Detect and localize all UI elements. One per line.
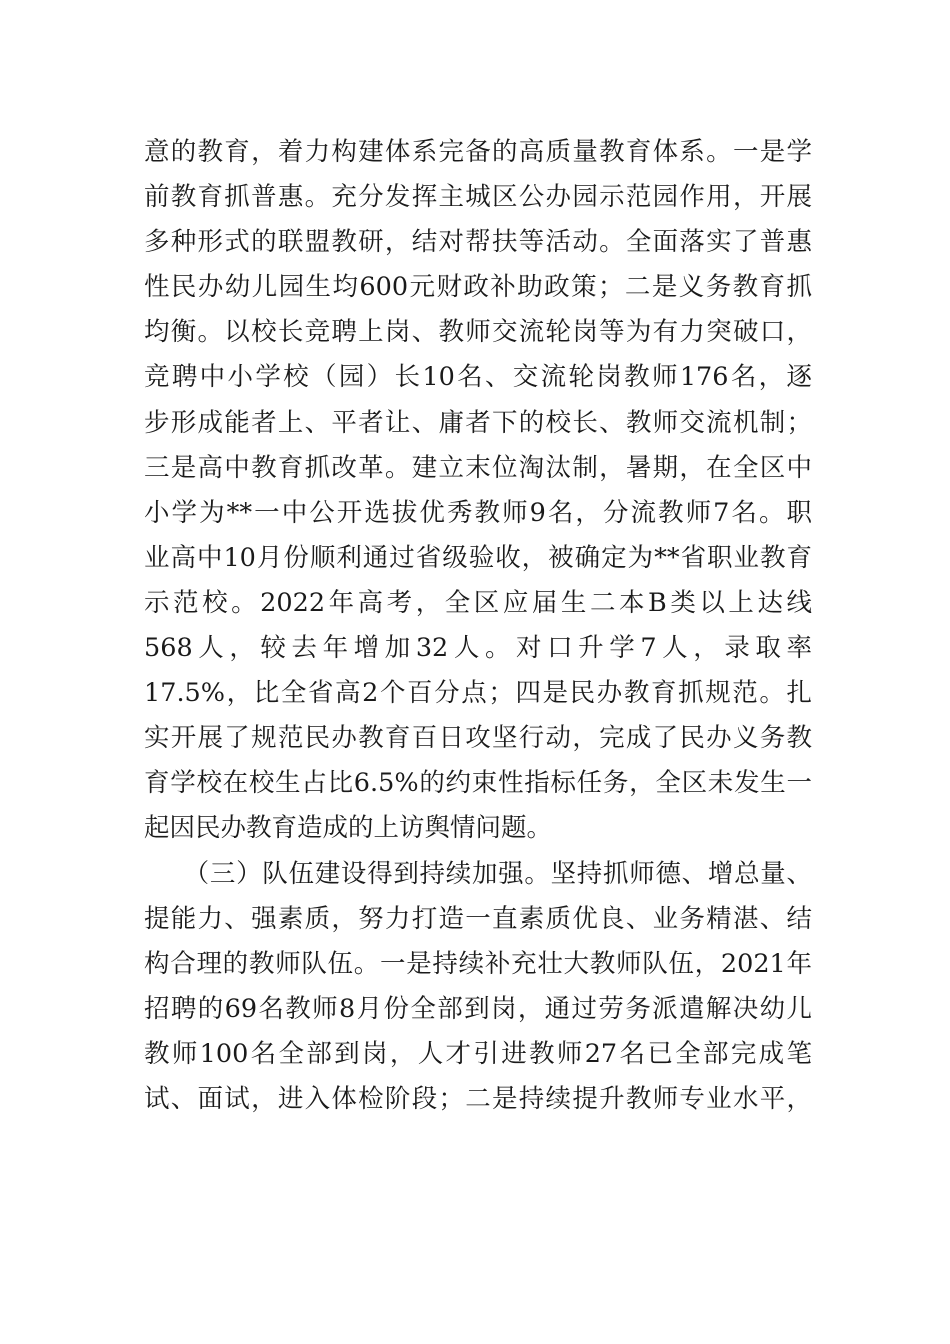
- text-line: 构合理的教师队伍。一是持续补充壮大教师队伍，2021年: [144, 948, 812, 979]
- text-line: 育学校在校生占比6.5%的约束性指标任务，全区未发生一: [144, 768, 812, 799]
- text-line: 实开展了规范民办教育百日攻坚行动，完成了民办义务教: [144, 723, 812, 754]
- text-line: 性民办幼儿园生均600元财政补助政策；二是义务教育抓: [144, 272, 812, 303]
- text-line: 三是高中教育抓改革。建立末位淘汰制，暑期，在全区中: [144, 452, 812, 483]
- text-line: 招聘的69名教师8月份全部到岗，通过劳务派遣解决幼儿: [144, 993, 812, 1024]
- body-text: [144, 130, 812, 1122]
- section-heading-line: （三）队伍建设得到持续加强。坚持抓师德、增总量、: [144, 858, 812, 889]
- text-line: 教师100名全部到岗，人才引进教师27名已全部完成笔: [144, 1038, 812, 1069]
- text-line: 多种形式的联盟教研，结对帮扶等活动。全面落实了普惠: [144, 227, 812, 258]
- text-line: 步形成能者上、平者让、庸者下的校长、教师交流机制；: [144, 407, 812, 438]
- text-line: 均衡。以校长竞聘上岗、教师交流轮岗等为有力突破口，: [144, 317, 812, 348]
- text-line: 提能力、强素质，努力打造一直素质优良、业务精湛、结: [144, 903, 812, 934]
- text-line: 17.5%，比全省高2个百分点；四是民办教育抓规范。扎: [144, 678, 812, 709]
- text-line: 意的教育，着力构建体系完备的高质量教育体系。一是学: [144, 137, 812, 167]
- text-line: 568人，较去年增加32人。对口升学7人，录取率: [144, 633, 812, 664]
- text-line: 示范校。2022年高考，全区应届生二本B类以上达线: [144, 587, 812, 618]
- text-line: 小学为**一中公开选拔优秀教师9名，分流教师7名。职: [144, 497, 812, 528]
- text-line: 业高中10月份顺利通过省级验收，被确定为**省职业教育: [144, 542, 812, 573]
- text-line: 试、面试，进入体检阶段；二是持续提升教师专业水平，: [144, 1083, 812, 1114]
- text-line: 竞聘中小学校（园）长10名、交流轮岗教师176名，逐: [144, 362, 812, 393]
- paragraph-last-line: 起因民办教育造成的上访舆情问题。: [144, 813, 553, 844]
- text-line: 前教育抓普惠。充分发挥主城区公办园示范园作用，开展: [144, 182, 812, 213]
